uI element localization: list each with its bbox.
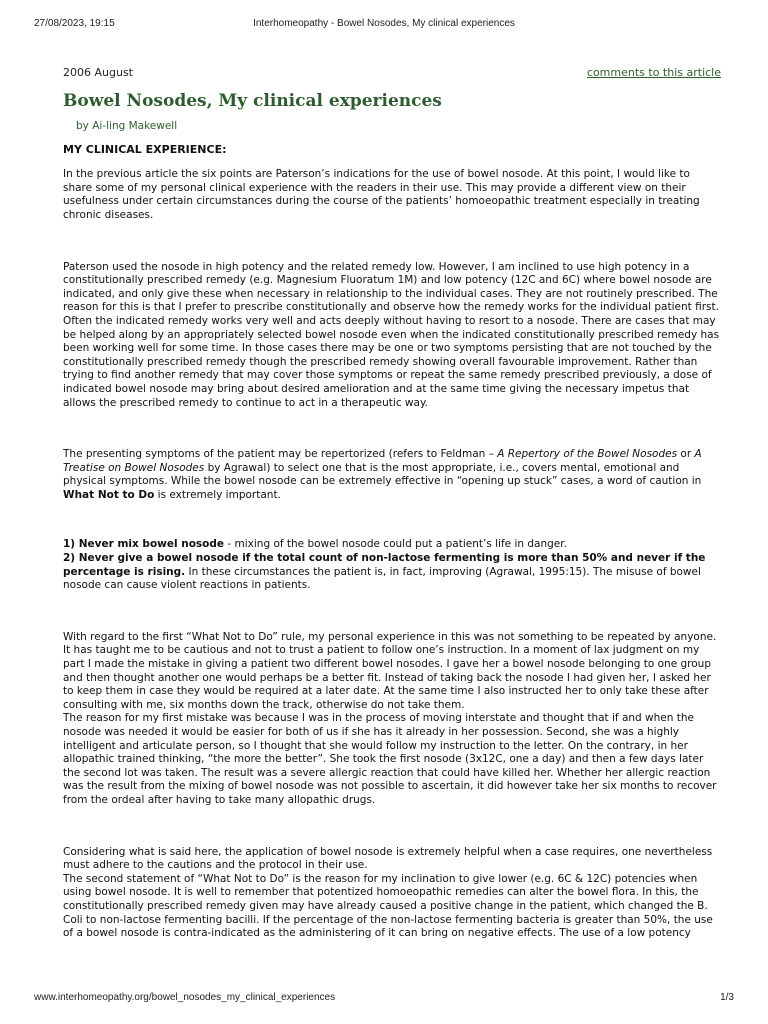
print-page-number: 1/3	[720, 992, 734, 1003]
section-heading: MY CLINICAL EXPERIENCE:	[63, 142, 227, 156]
what-not-to-do-emphasis: What Not to Do	[63, 488, 155, 501]
paragraph-intro: In the previous article the six points are Paterson’s indications for the use of bowel nosode. At this point, I would like to share some of my personal clinical experience with the readers in their use. This may provide a different view on their usefulness under certain circumstances during the course of the patients’ homoeopathic treatment especially in treating chronic diseases.	[63, 168, 700, 221]
rule-1-heading: 1) Never mix bowel nosode	[63, 538, 225, 551]
print-page-title: Interhomeopathy - Bowel Nosodes, My clinical experiences	[253, 18, 515, 29]
rule-2-text: In these circumstances the patient is, in fact, improving (Agrawal, 1995:15). The misuse of bowel nosode can cause violent reactions in patients.	[63, 565, 701, 592]
repertory-text-a: The presenting symptoms of the patient may be repertorized (refers to Feldman –	[63, 448, 498, 461]
rule-2	[63, 552, 721, 593]
paragraph-second-statement: The second statement of “What Not to Do” is the reason for my inclination to give lower (e.g. 6C & 12C) potencies when using bowel nosode. It is well to remember that potentized homoeopathic remedies can alter the bowel flora. In this, the constitutionally prescribed remedy given may have already caused a positive change in the patient, which changed the B. Coli to non-lactose fermenting bacilli. If the percentage of the non-lactose fermenting bacteria is greater than 50%, the use of a bowel nosode is contra-indicated as the administering of it can bring on negative effects. The use of a low potency	[63, 872, 713, 940]
print-url: www.interhomeopathy.org/bowel_nosodes_my_clinical_experiences	[34, 992, 336, 1003]
print-datetime: 27/08/2023, 19:15	[34, 18, 115, 29]
article-meta	[63, 66, 721, 82]
print-header	[34, 18, 734, 32]
paragraph-considering: Considering what is said here, the application of bowel nosode is extremely helpful when a case requires, one nevertheless must adhere to the cautions and the protocol in their use.	[63, 845, 713, 872]
book-title-agrawal: A Treatise on Bowel Nosodes	[63, 448, 702, 474]
article-byline: by Ai-ling Makewell	[76, 120, 178, 132]
paragraph-first-mistake: The reason for my first mistake was because I was in the process of moving interstate and thought that if and when the nosode was needed it would be easier for both of us if she has it already in her possession. Second, she was a highly intelligent and articulate person, so I thought that she would follow my instruction to the letter. On the contrary, in her allopathic trained thinking, “the more the better”. She took the first nosode (3x12C, one a day) and then a few days later the second lot was taken. The result was a severe allergic reaction that could have killed her. Whether her allergic reaction was the result from the mixing of bowel nosode was not possible to ascertain, it did however take her six months to recover from the ordeal after having to take many allopathic drugs.	[63, 712, 717, 806]
paragraph-experience: With regard to the first “What Not to Do” rule, my personal experience in this was not something to be repeated by anyone. It has taught me to be cautious and not to trust a patient to follow one’s instruction. In a moment of lax judgment on my part I made the mistake in giving a patient two different bowel nosodes. I gave her a bowel nosode belonging to one group and then thought another one would perhaps be a better fit. Instead of taking back the nosode I had given her, I asked her to keep them in case they would be required at a later date. At the same time I also instructed her to only take these after consulting with me, six months down the track, otherwise do not take them.	[63, 630, 717, 711]
repertory-text-g: is extremely important.	[154, 488, 281, 501]
article-date: 2006 August	[63, 66, 133, 79]
rule-2-heading: 2) Never give a bowel nosode if the total count of non-lactose fermenting is more than 50% and never if the percentage is rising.	[63, 552, 706, 578]
paragraph-potency: Paterson used the nosode in high potency and the related remedy low. However, I am inclined to use high potency in a constitutionally prescribed remedy (e.g. Magnesium Fluoratum 1M) and low potency (12C and 6C) where bowel nosode are indicated, and only give these when necessary in relationship to the individual cases. They are not routinely prescribed. The reason for this is that I prefer to prescribe constitutionally and observe how the remedy works for the individual patient first. Often the indicated remedy works very well and acts deeply without having to resort to a nosode. There are cases that may be helped along by an appropriately selected bowel nosode even when the indicated constitutionally prescribed remedy has been working well for some time. In those cases there may be one or two symptoms persisting that are not touched by the constitutionally prescribed remedy though the prescribed remedy showing overall favourable improvement. Rather than trying to find another remedy that may cover those symptoms or repeat the same remedy prescribed previously, a dose of indicated bowel nosode may bring about desired amelioration and at the same time giving the necessary impetus that allows the prescribed remedy to continue to act in a therapeutic way.	[63, 260, 720, 409]
comments-link[interactable]: comments to this article	[586, 66, 721, 79]
repertory-text-e: by Agrawal) to select one that is the most appropriate, i.e., covers mental, emotional and physical symptoms. While the bowel nosode can be extremely effective in “opening up stuck” cases, a word of caution in	[63, 461, 702, 488]
article	[63, 66, 721, 941]
rule-1-text: - mixing of the bowel nosode could put a patient’s life in danger.	[224, 538, 567, 551]
print-footer	[34, 992, 734, 1006]
article-title: Bowel Nosodes, My clinical experiences	[63, 91, 442, 111]
repertory-text-c: or	[677, 448, 695, 461]
rule-1	[63, 538, 721, 552]
book-title-feldman: A Repertory of the Bowel Nosodes	[497, 448, 678, 461]
paragraph-repertory	[63, 448, 721, 502]
